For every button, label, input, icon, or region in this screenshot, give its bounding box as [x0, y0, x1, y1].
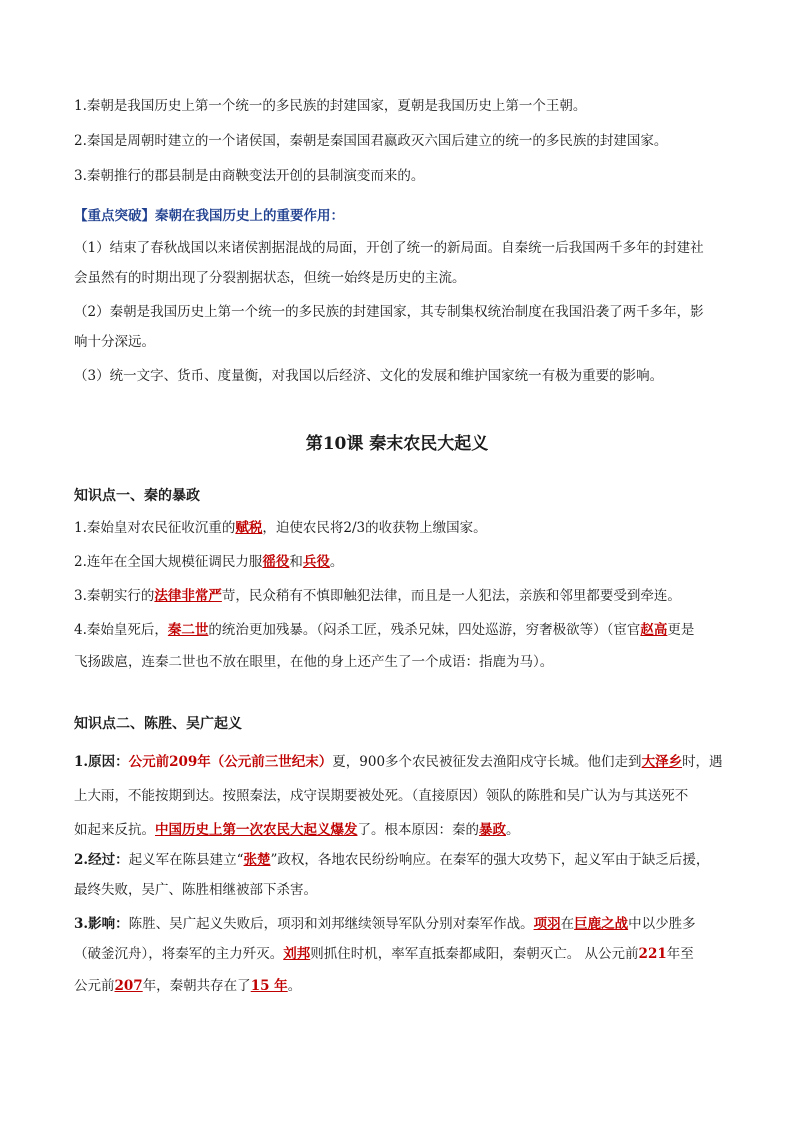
section-2-impact-cont-1: （破釜沉舟），将秦军的主力歼灭。刘邦则抓住时机，率军直抵秦都咸阳，秦朝灭亡。 从公元前221年至: [74, 946, 694, 962]
section-1-point-2: 2.连年在全国大规模征调民力服徭役和兵役。: [74, 554, 344, 570]
section-2-process: 2.经过：起义军在陈县建立“张楚”政权，各地农民纷纷响应。在秦军的强大攻势下，起义军由于缺乏后援，: [74, 852, 710, 868]
section-1-point-4-cont: 飞扬跋扈，连秦二世也不放在眼里，在他的身上还产生了一个成语：指鹿为马）。: [74, 654, 554, 670]
intro-paragraph-1: 1.秦朝是我国历史上第一个统一的多民族的封建国家，夏朝是我国历史上第一个王朝。: [74, 98, 587, 114]
key-point-item-3: （3）统一文字、货币、度量衡，对我国以后经济、文化的发展和维护国家统一有极为重要的影响。: [74, 368, 664, 384]
section-2-cause: 1.原因：公元前209年（公元前三世纪末）夏，900多个农民被征发去渔阳戍守长城。他们走到大泽乡时，遇: [74, 754, 723, 770]
lesson-title: 第10课 秦末农民大起义: [305, 434, 489, 454]
section-2-impact-cont-2: 公元前207年，秦朝共存在了15 年。: [74, 978, 302, 994]
section-2-impact: 3.影响：陈胜、吴广起义失败后，项羽和刘邦继续领导军队分别对秦军作战。项羽在巨鹿之战中以少胜多: [74, 916, 696, 932]
section-2-heading: 知识点二、陈胜、吴广起义: [74, 716, 242, 732]
key-point-item-1-cont: 会虽然有的时期出现了分裂割据状态，但统一始终是历史的主流。: [74, 270, 466, 286]
key-point-item-2: （2）秦朝是我国历史上第一个统一的多民族的封建国家，其专制集权统治制度在我国沿袭了两千多年，影: [74, 304, 704, 320]
key-point-item-2-cont: 响十分深远。: [74, 334, 155, 350]
section-2-process-cont: 最终失败，吴广、陈胜相继被部下杀害。: [74, 882, 317, 898]
section-2-cause-cont-1: 上大雨，不能按期到达。按照秦法，戍守误期要被处死。（直接原因）领队的陈胜和吴广认为与其送死不: [74, 788, 689, 804]
section-1-heading: 知识点一、秦的暴政: [74, 488, 200, 504]
key-point-label: 【重点突破】秦朝在我国历史上的重要作用：: [74, 208, 344, 224]
section-1-point-4: 4.秦始皇死后，秦二世的统治更加残暴。（闷杀工匠，残杀兄妹，四处巡游，穷奢极欲等）（宦官赵高更是: [74, 622, 695, 638]
intro-paragraph-3: 3.秦朝推行的郡县制是由商鞅变法开创的县制演变而来的。: [74, 168, 425, 184]
key-point-item-1: （1）结束了春秋战国以来诸侯割据混战的局面，开创了统一的新局面。自秦统一后我国两千多年的封建社: [74, 240, 704, 256]
section-2-cause-cont-2: 如起来反抗。中国历史上第一次农民大起义爆发了。根本原因：秦的暴政。: [74, 822, 520, 838]
section-1-point-1: 1.秦始皇对农民征收沉重的赋税，迫使农民将2/3的收获物上缴国家。: [74, 520, 487, 536]
section-1-point-3: 3.秦朝实行的法律非常严苛，民众稍有不慎即触犯法律，而且是一人犯法，亲族和邻里都要受到牵连。: [74, 588, 681, 604]
intro-paragraph-2: 2.秦国是周朝时建立的一个诸侯国，秦朝是秦国国君嬴政灭六国后建立的统一的多民族的封建国家。: [74, 133, 668, 149]
